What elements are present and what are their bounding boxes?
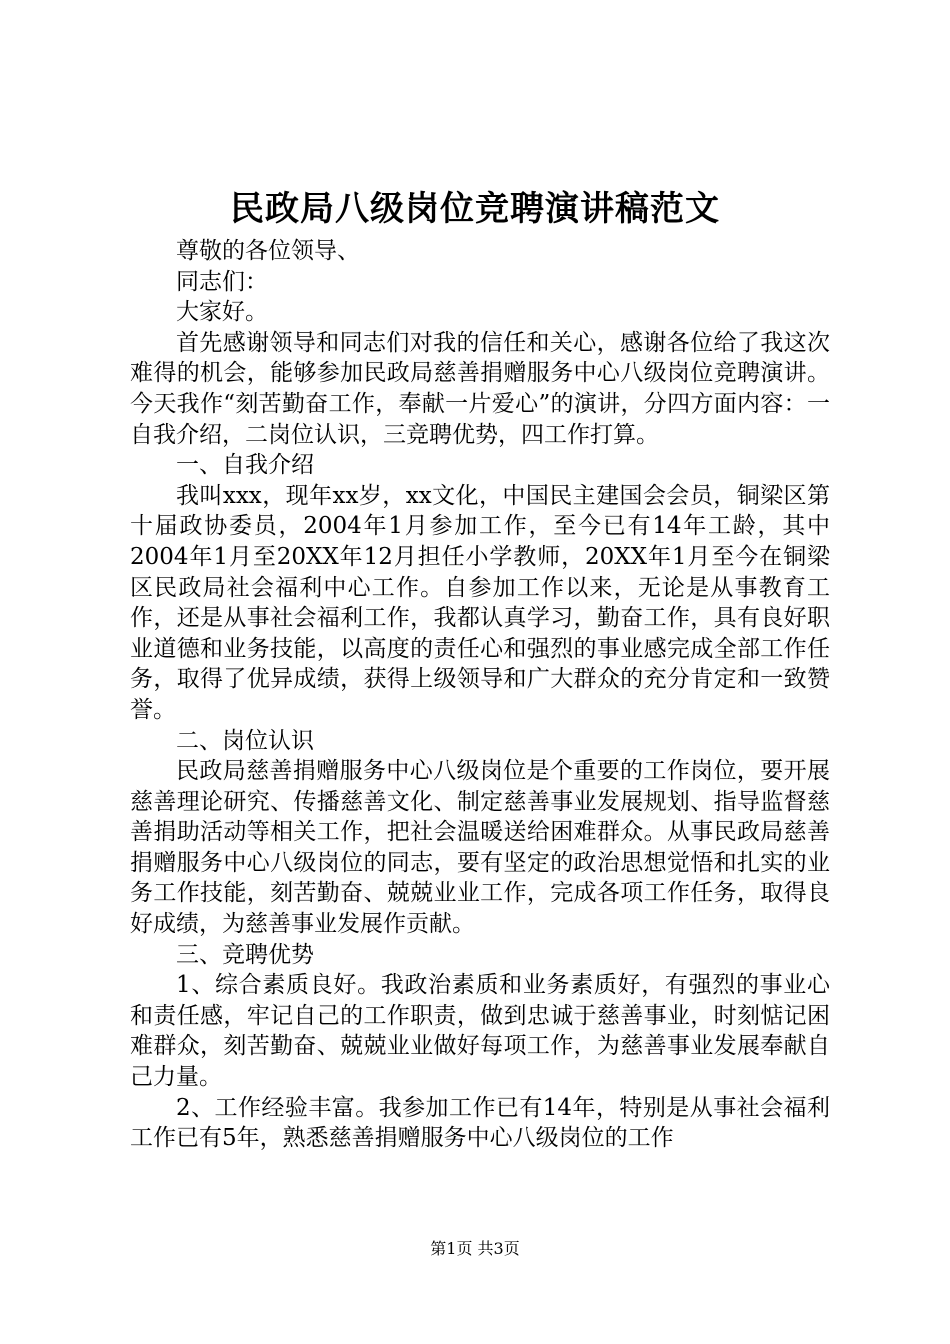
section-heading-2: 二、岗位认识 bbox=[176, 727, 314, 754]
intro-paragraph: 首先感谢领导和同志们对我的信任和关心，感谢各位给了我这次难得的机会，能够参加民政局慈善捐赠服务中心八级岗位竞聘演讲。今天我作“刻苦勤奋工作，奉献一片爱心”的演讲，分四方面内容：一自我介绍，二岗位认识，三竞聘优势，四工作打算。 bbox=[130, 329, 830, 448]
advantage-paragraph-2: 2、工作经验丰富。我参加工作已有14年，特别是从事社会福利工作已有5年，熟悉慈善捐赠服务中心八级岗位的工作 bbox=[130, 1094, 830, 1152]
document-body bbox=[130, 236, 830, 1154]
greeting-line-3: 大家好。 bbox=[176, 299, 268, 326]
greeting-line-2: 同志们： bbox=[176, 268, 268, 295]
section-heading-3: 三、竞聘优势 bbox=[176, 941, 314, 968]
self-intro-paragraph: 我叫xxx，现年xx岁，xx文化，中国民主建国会会员，铜梁区第十届政协委员，2004年1月参加工作，至今已有14年工龄，其中2004年1月至20XX年12月担任小学教师，20XX年1月至今在铜梁区民政局社会福利中心工作。自参加工作以来，无论是从事教育工作，还是从事社会福利工作，我都认真学习，勤奋工作，具有良好职业道德和业务技能，以高度的责任心和强烈的事业感完成全部工作任务，取得了优异成绩，获得上级领导和广大群众的充分肯定和一致赞誉。 bbox=[130, 482, 830, 723]
section-heading-1: 一、自我介绍 bbox=[176, 452, 314, 479]
document-title: 民政局八级岗位竞聘演讲稿范文 bbox=[230, 189, 720, 229]
position-paragraph: 民政局慈善捐赠服务中心八级岗位是个重要的工作岗位，要开展慈善理论研究、传播慈善文化、制定慈善事业发展规划、指导监督慈善捐助活动等相关工作，把社会温暖送给困难群众。从事民政局慈善捐赠服务中心八级岗位的同志，要有坚定的政治思想觉悟和扎实的业务工作技能，刻苦勤奋、兢兢业业工作，完成各项工作任务，取得良好成绩，为慈善事业发展作贡献。 bbox=[130, 758, 830, 938]
greeting-line-1: 尊敬的各位领导、 bbox=[176, 238, 360, 264]
advantage-paragraph-1: 1、综合素质良好。我政治素质和业务素质好，有强烈的事业心和责任感，牢记自己的工作职责，做到忠诚于慈善事业，时刻惦记困难群众，刻苦勤奋、兢兢业业做好每项工作，为慈善事业发展奉献自己力量。 bbox=[130, 972, 830, 1091]
page-number-footer: 第1页 共3页 bbox=[430, 1239, 520, 1258]
